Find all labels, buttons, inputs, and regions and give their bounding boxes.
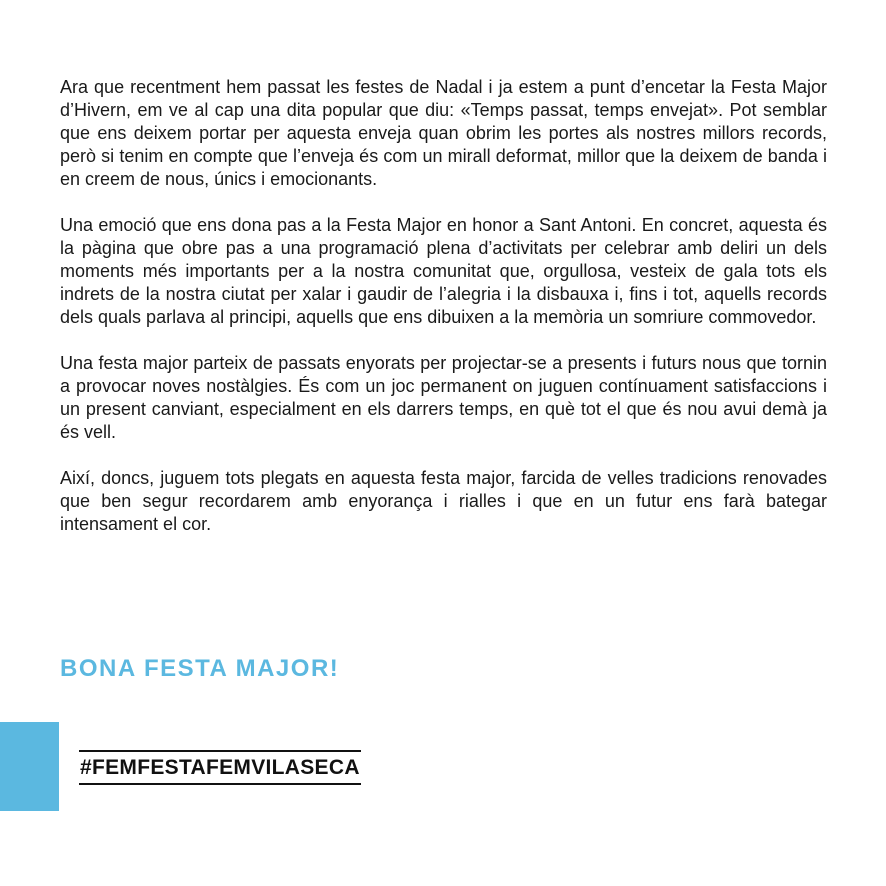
paragraph-3: Una festa major parteix de passats enyorats per projectar-se a presents i futurs nous que tornin a provocar noves nostàlgies. És com un joc permanent on juguen contínuament satisfaccions i un present canviant, especialment en els darrers temps, en què tot el que és nou avui demà ja és vell.: [60, 353, 827, 442]
paragraph-2: Una emoció que ens dona pas a la Festa Major en honor a Sant Antoni. En concret, aquesta és la pàgina que obre pas a una programació plena d’activitats per celebrar amb deliri un dels moments més importants per a la nostra comunitat que, orgullosa, vesteix de gala tots els indrets de la nostra ciutat per xalar i gaudir de l’alegria i la disbauxa i, fins i tot, aquells records dels quals parlava al principi, aquells que ens dibuixen a la memòria un somriure commovedor.: [60, 215, 827, 327]
hashtag: #FEMFESTAFEMVILASECA: [79, 750, 361, 785]
accent-bar: [0, 722, 59, 811]
paragraph-1: Ara que recentment hem passat les festes de Nadal i ja estem a punt d’encetar la Festa Major d’Hivern, em ve al cap una dita popular que diu: «Temps passat, temps envejat». Pot semblar que ens deixem portar per aquesta enveja quan obrim les portes als nostres millors records, però si tenim en compte que l’enveja és com un mirall deformat, millor que la deixem de banda i en creem de nous, únics i emocionants.: [60, 77, 827, 189]
paragraph-4: Així, doncs, juguem tots plegats en aquesta festa major, farcida de velles tradicions renovades que ben segur recordarem amb enyorança i rialles i que en un futur ens farà bategar intensament el cor.: [60, 468, 827, 534]
closing-greeting: BONA FESTA MAJOR!: [60, 655, 340, 682]
body-text: [60, 76, 827, 559]
